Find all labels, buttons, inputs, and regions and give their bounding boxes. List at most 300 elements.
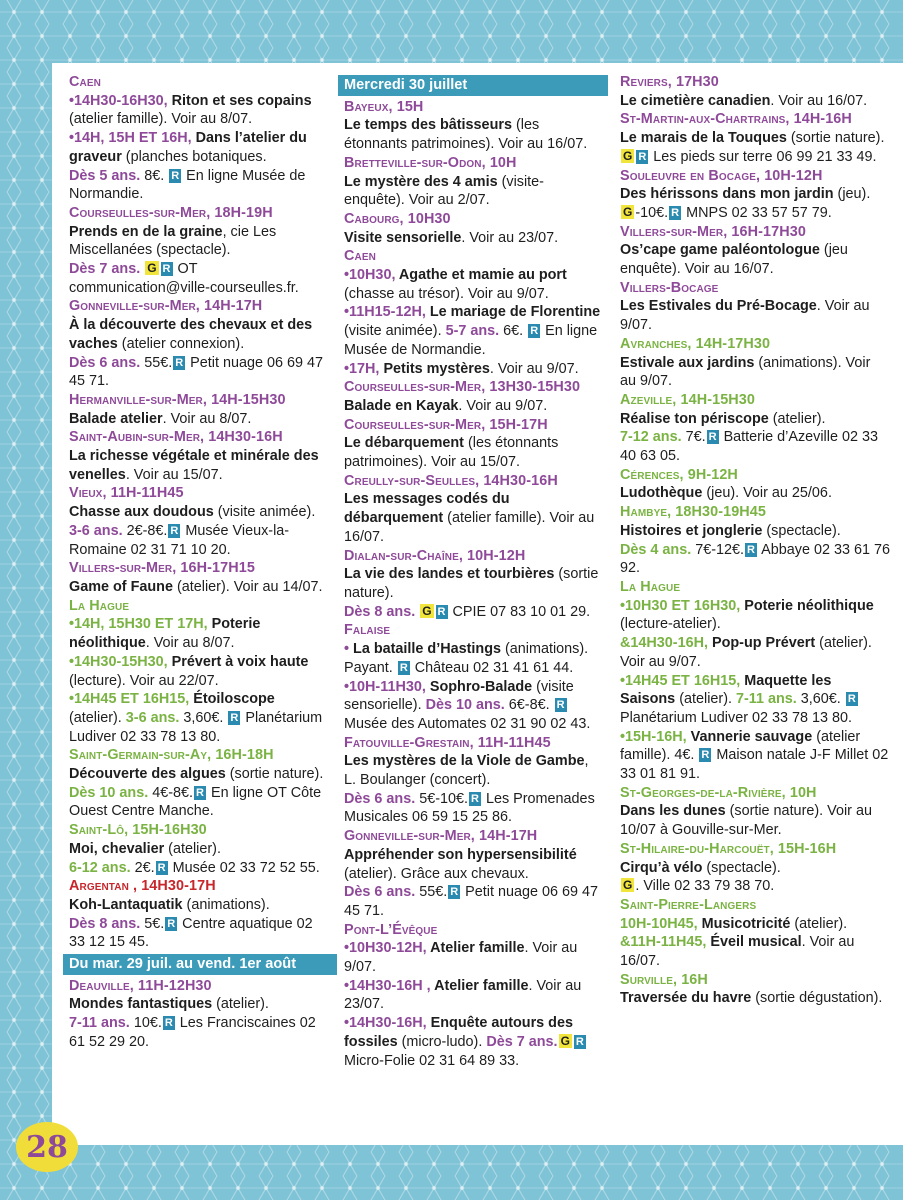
event-desc: (chasse au trésor). Voir au 9/07.: [344, 285, 549, 302]
reservation-icon: R: [708, 431, 717, 444]
event-desc: (animations). Voir au 9/07.: [620, 354, 871, 390]
event-entry: [344, 154, 602, 210]
event-entry: [620, 73, 890, 110]
event-title: Le temps des bâtisseurs: [344, 117, 512, 134]
event-line: [620, 672, 890, 728]
event-line: [344, 360, 602, 379]
event-desc: (planches botaniques.: [121, 148, 267, 165]
event-place: Gonneville-sur-Mer, 14H-17H: [344, 828, 538, 845]
event-time: •14H, 15H30 ET 17H,: [69, 616, 212, 633]
event-place: Azeville, 14H-15H30: [620, 391, 755, 408]
event-desc: , L. Boulanger (concert).: [344, 753, 589, 789]
event-time: •14H30-15H30,: [69, 653, 172, 670]
free-icon: G: [422, 603, 432, 618]
event-title: Ludothèque: [620, 485, 703, 502]
date-header: Du mar. 29 juil. au vend. 1er août: [63, 954, 337, 975]
reservation-icon: R: [530, 325, 539, 338]
event-entry: [69, 484, 331, 559]
event-entry: [69, 297, 331, 391]
date-header: Mercredi 30 juillet: [338, 75, 608, 96]
event-desc: (atelier famille). Voir au 8/07.: [69, 111, 253, 128]
event-place: Courseulles-sur-Mer, 18H-19H: [69, 204, 273, 221]
event-line: [344, 640, 602, 677]
event-title: Dans les dunes: [620, 803, 726, 820]
event-place: Hambye, 18H30-19H45: [620, 504, 767, 521]
event-desc: . Voir au 23/07.: [344, 977, 582, 1013]
event-price: 5€-10€.: [419, 790, 469, 807]
event-info: Micro-Folie 02 31 64 89 33.: [344, 1052, 520, 1069]
event-place: Villers-sur-Mer, 16H-17H15: [69, 560, 255, 577]
event-place: Creully-sur-Seulles, 14H30-16H: [344, 472, 558, 489]
event-entry: [69, 877, 331, 952]
event-place: Dialan-sur-Chaîne, 10H-12H: [344, 547, 526, 564]
event-desc: . Voir au 16/07.: [620, 934, 855, 970]
event-desc: . Voir au 9/07.: [620, 298, 870, 334]
event-time: &14H30-16H,: [620, 635, 712, 652]
event-price: 2€.: [134, 859, 155, 876]
reservation-icon: R: [170, 524, 179, 537]
event-entry: [69, 597, 331, 747]
reservation-icon: R: [167, 917, 176, 930]
event-line: [620, 728, 890, 784]
event-line: [69, 92, 331, 129]
event-line: [69, 653, 331, 690]
event-place: Bretteville-sur-Odon, 10H: [344, 154, 517, 171]
event-desc: (visite animée).: [213, 504, 316, 521]
reservation-icon: R: [230, 711, 239, 724]
reservation-icon: R: [471, 792, 479, 805]
event-desc: (les étonnants patrimoines). Voir au 15/07.: [344, 435, 559, 471]
event-desc: (visite animée).: [344, 323, 446, 340]
event-price: 10€.: [133, 1015, 162, 1032]
event-price: 3,60€.: [796, 691, 845, 708]
event-place: La Hague: [620, 578, 681, 595]
event-age: Dès 6 ans.: [69, 354, 145, 371]
event-desc: . Voir au 9/07.: [458, 397, 548, 414]
reservation-icon: R: [399, 661, 408, 674]
event-price: 5€.: [144, 915, 165, 932]
event-title: Appréhender son hypersensibilité: [344, 846, 577, 863]
event-desc: , cie Les Miscellanées (spectacle).: [69, 223, 277, 259]
event-desc: (atelier).: [768, 410, 826, 427]
reservation-icon: R: [575, 1035, 584, 1048]
event-title: Petits mystères: [383, 360, 490, 377]
event-age: Dès 5 ans.: [69, 167, 141, 184]
column-2: [344, 73, 602, 1070]
event-age: 7-12 ans.: [620, 429, 686, 446]
event-line: [69, 615, 331, 652]
event-info: OT communication@ville-courseulles.fr.: [69, 261, 299, 296]
event-entry: [344, 734, 602, 828]
event-info: En ligne Musée de Normandie.: [69, 167, 306, 203]
event-price: 6€.: [499, 323, 528, 340]
event-entry: [344, 416, 602, 472]
event-title: Les messages codés du débarquement: [344, 491, 510, 527]
event-entry: [344, 921, 602, 1071]
event-title: Pop-up Prévert: [712, 635, 816, 652]
event-info: Planétarium Ludiver 02 33 78 13 80.: [620, 709, 853, 726]
free-icon: G: [147, 261, 157, 276]
event-info: Planétarium Ludiver 02 33 78 13 80.: [69, 709, 323, 745]
event-line: [344, 977, 602, 1014]
event-time: •17H,: [344, 360, 384, 377]
event-age: Dès 7 ans.: [486, 1033, 558, 1050]
event-line: [69, 129, 331, 166]
event-title: Traversée du havre: [620, 990, 752, 1007]
event-entry: [620, 896, 890, 971]
event-info: Musée des Automates 02 31 90 02 43.: [344, 715, 591, 732]
event-entry: [620, 503, 890, 578]
free-icon: G: [623, 878, 633, 893]
event-entry: [69, 428, 331, 484]
event-entry: [620, 223, 890, 279]
event-time: •15H-16H,: [620, 728, 691, 745]
event-time: •14H30-16H30,: [69, 92, 172, 109]
event-title: Enquête autours des fossiles: [344, 1015, 573, 1050]
event-line: [620, 933, 890, 970]
event-time: •10H30,: [344, 267, 399, 284]
reservation-icon: R: [556, 699, 565, 712]
event-entry: [69, 73, 331, 204]
event-line: [69, 690, 331, 746]
event-desc: . Voir au 8/07.: [162, 410, 252, 427]
event-place: Falaise: [344, 622, 391, 639]
reservation-icon: R: [437, 605, 446, 618]
event-title: Le cimetière canadien: [620, 92, 771, 109]
event-title: Le marais de la Touques: [620, 130, 787, 147]
event-title: Éveil musical: [710, 934, 802, 951]
event-title: Le mariage de Florentine: [429, 304, 601, 321]
event-desc: (spectacle).: [702, 859, 781, 876]
event-time: •14H30-16H,: [344, 1015, 431, 1032]
event-title: Musicotricité: [701, 915, 791, 932]
event-title: Cirqu’à vélo: [620, 859, 703, 876]
event-place: Cabourg, 10H30: [344, 210, 451, 227]
reservation-icon: R: [175, 356, 184, 369]
event-desc: . Voir au 9/07.: [344, 940, 578, 976]
event-place: Courseulles-sur-Mer, 15H-17H: [344, 416, 548, 433]
event-price: 7€.: [685, 429, 706, 446]
event-entry: [620, 578, 890, 784]
event-info: Petit nuage 06 69 47 45 71.: [344, 884, 598, 919]
event-place: Avranches, 14H-17H30: [620, 335, 771, 352]
event-desc: (visite-enquête). Voir au 2/07.: [344, 173, 544, 209]
event-price: 55€.: [419, 884, 448, 901]
event-place: St-Hilaire-du-Harcouët, 15H-16H: [620, 840, 837, 857]
reservation-icon: R: [701, 749, 710, 762]
event-price: 2€-8€.: [126, 522, 168, 539]
event-price: 3,60€.: [179, 709, 228, 726]
event-entry: [344, 210, 602, 247]
event-time: 10H-10H45,: [620, 915, 702, 932]
event-info: Abbaye 02 33 61 76 92.: [620, 541, 890, 577]
event-desc: (sortie dégustation).: [751, 990, 883, 1007]
event-desc: (animations). Payant.: [344, 641, 589, 676]
event-info: Les Franciscaines 02 61 52 29 20.: [69, 1015, 316, 1050]
event-line: [344, 266, 602, 303]
event-line: [620, 597, 890, 634]
event-line: [344, 678, 602, 734]
event-desc: . Voir au 9/07.: [489, 360, 579, 377]
event-place: Gonneville-sur-Mer, 14H-17H: [69, 298, 263, 315]
event-title: Sophro-Balade: [429, 678, 533, 695]
reservation-icon: R: [450, 886, 459, 899]
event-title: Le débarquement: [344, 435, 464, 452]
event-desc: (visite sensorielle).: [344, 678, 574, 714]
event-title: Des hérissons dans mon jardin: [620, 186, 834, 203]
event-title: Estivale aux jardins: [620, 354, 755, 371]
event-entry: [69, 746, 331, 821]
event-age: Dès 8 ans.: [344, 603, 420, 620]
event-place: Saint-Germain-sur-Ay, 16H-18H: [69, 747, 274, 764]
event-title: Histoires et jonglerie: [620, 522, 763, 539]
event-time: •14H30-16H ,: [344, 977, 435, 994]
reservation-icon: R: [847, 693, 856, 706]
event-place: Bayeux, 15H: [344, 98, 424, 115]
event-price: 7€-12€.: [695, 541, 745, 558]
event-time: •10H30 ET 16H30,: [620, 597, 745, 614]
event-place: Surville, 16H: [620, 971, 708, 988]
event-title: Le mystère des 4 amis: [344, 173, 498, 190]
event-desc: . Voir au 15/07.: [125, 466, 223, 483]
event-desc: (atelier).: [212, 996, 269, 1013]
event-place: Villers-Bocage: [620, 279, 719, 296]
event-desc: (atelier).: [790, 915, 848, 932]
event-place: Vieux, 11H-11H45: [69, 485, 184, 502]
event-place: Argentan , 14H30-17H: [69, 878, 216, 895]
event-desc: . Voir au 23/07.: [461, 229, 559, 246]
event-time: •11H15-12H,: [344, 304, 430, 321]
event-age: Dès 8 ans.: [69, 915, 145, 932]
event-desc: (micro-ludo).: [397, 1033, 487, 1050]
event-price: 6€-8€.: [504, 697, 554, 714]
event-price: -10€.: [635, 204, 669, 221]
event-time: &11H-11H45,: [620, 934, 711, 951]
event-entry: [344, 472, 602, 547]
reservation-icon: R: [162, 263, 171, 276]
event-info: CPIE 07 83 10 01 29.: [448, 603, 591, 620]
event-line: [620, 915, 890, 934]
event-entry: [344, 827, 602, 921]
event-title: Mondes fantastiques: [69, 996, 213, 1013]
event-entry: [620, 391, 890, 466]
event-desc: (sortie nature).: [786, 130, 885, 147]
event-title: Maquette les Saisons: [620, 672, 832, 708]
event-desc: (atelier). Grâce aux chevaux.: [344, 865, 529, 882]
event-place: Hermanville-sur-Mer, 14H-15H30: [69, 391, 286, 408]
event-age: Dès 10 ans.: [425, 697, 505, 714]
event-desc: (les étonnants patrimoines). Voir au 16/07.: [344, 117, 588, 153]
event-desc: (atelier connexion).: [117, 335, 245, 352]
reservation-icon: R: [171, 169, 180, 182]
event-title: Atelier famille: [430, 940, 525, 957]
event-desc: (lecture). Voir au 22/07.: [69, 672, 219, 689]
event-line: [620, 634, 890, 671]
event-title: La bataille d’Hastings: [353, 641, 501, 658]
event-price: 8€.: [140, 167, 169, 184]
event-age: Dès 7 ans.: [69, 261, 145, 278]
event-entry: [620, 167, 890, 223]
event-place: Caen: [69, 74, 101, 90]
event-entry: [620, 971, 890, 1008]
event-info: Château 02 31 41 61 44.: [410, 659, 574, 676]
event-entry: [620, 840, 890, 896]
event-info: Musée Vieux-la-Romaine 02 31 71 10 20.: [69, 522, 290, 558]
event-desc: (jeu). Voir au 25/06.: [702, 485, 832, 502]
event-info: MNPS 02 33 57 57 79.: [682, 204, 832, 221]
event-title: Riton et ses copains: [171, 92, 312, 109]
event-place: Saint-Aubin-sur-Mer, 14H30-16H: [69, 429, 283, 446]
event-place: Caen: [344, 248, 376, 265]
event-title: Moi, chevalier: [69, 840, 165, 857]
event-title: La richesse végétale et minérale des venelles: [69, 448, 319, 483]
event-line: [344, 303, 602, 359]
event-time: •14H45 ET 16H15,: [620, 672, 745, 689]
event-desc: . Voir au 16/07.: [770, 92, 868, 109]
event-title: Atelier famille: [434, 977, 529, 994]
event-age: 7-11 ans.: [735, 691, 797, 708]
event-age: Dès 6 ans.: [344, 884, 420, 901]
event-age: Dès 4 ans.: [620, 541, 696, 558]
event-entry: [344, 98, 602, 154]
event-line: [344, 939, 602, 976]
event-info: Centre aquatique 02 33 12 15 45.: [69, 915, 313, 951]
event-title: À la découverte des chevaux et des vaches: [69, 317, 313, 352]
reservation-icon: R: [671, 206, 680, 219]
event-title: Dans l’atelier du graveur: [69, 130, 307, 165]
column-1: [69, 73, 331, 1052]
event-time: •14H45 ET 16H15,: [69, 691, 194, 708]
event-title: Réalise ton périscope: [620, 410, 769, 427]
event-entry: [69, 391, 331, 428]
event-title: Découverte des algues: [69, 766, 226, 783]
event-place: Saint-Lô, 15H-16H30: [69, 822, 207, 839]
event-title: Os’cape game paléontologue: [620, 242, 820, 259]
event-info: Les pieds sur terre 06 99 21 33 49.: [649, 148, 877, 165]
event-info: Petit nuage 06 69 47 45 71.: [69, 354, 323, 390]
event-place: Cérences, 9H-12H: [620, 466, 738, 483]
page-content: [52, 63, 903, 1145]
event-desc: (jeu enquête). Voir au 16/07.: [620, 242, 848, 278]
event-title: Chasse aux doudous: [69, 504, 214, 521]
event-entry: [69, 977, 331, 1052]
event-info: Batterie d’Azeville 02 33 40 63 05.: [620, 429, 878, 465]
event-age: 3-6 ans.: [69, 522, 127, 539]
reservation-icon: R: [157, 861, 166, 874]
event-entry: [69, 559, 331, 596]
event-age: 5-7 ans.: [445, 323, 500, 340]
event-title: Prévert à voix haute: [171, 653, 309, 670]
event-entry: [344, 247, 602, 378]
event-entry: [344, 621, 602, 733]
event-desc: (sortie nature).: [344, 566, 599, 601]
event-entry: [344, 547, 602, 622]
event-desc: (atelier).: [69, 709, 126, 726]
event-info: En ligne OT Côte Ouest Centre Manche.: [69, 784, 322, 820]
event-place: Villers-sur-Mer, 16H-17H30: [620, 223, 806, 240]
event-time: •10H-11H30,: [344, 678, 430, 695]
event-place: Saint-Pierre-Langers: [620, 896, 757, 913]
event-place: Reviers, 17H30: [620, 74, 719, 90]
event-time: •: [344, 641, 354, 658]
event-desc: (sortie nature). Voir au 10/07 à Gouville-sur-Mer.: [620, 803, 872, 839]
free-icon: G: [623, 148, 633, 163]
event-desc: (atelier). Voir au 9/07.: [620, 635, 872, 670]
event-place: La Hague: [69, 597, 130, 614]
event-age: 7-11 ans.: [69, 1015, 134, 1032]
free-icon: G: [623, 204, 633, 219]
event-place: Deauville, 11H-12H30: [69, 977, 212, 994]
event-place: Souleuvre en Bocage, 10H-12H: [620, 167, 823, 184]
event-title: La vie des landes et tourbières: [344, 566, 555, 583]
event-title: Visite sensorielle: [344, 229, 462, 246]
event-place: Courseulles-sur-Mer, 13H30-15H30: [344, 379, 581, 396]
event-desc: (lecture-atelier).: [620, 616, 721, 633]
event-title: Étoiloscope: [193, 691, 275, 708]
event-desc: (atelier).: [164, 840, 221, 857]
event-desc: (atelier). Voir au 14/07.: [172, 578, 323, 595]
event-entry: [69, 204, 331, 298]
event-title: Agathe et mamie au port: [398, 267, 567, 284]
event-title: Vannerie sauvage: [690, 728, 813, 745]
event-entry: [620, 279, 890, 335]
event-place: Pont-L’Évêque: [344, 921, 438, 938]
reservation-icon: R: [747, 543, 755, 556]
reservation-icon: R: [164, 1017, 173, 1030]
event-info: En ligne Musée de Normandie.: [344, 323, 598, 358]
free-icon: G: [560, 1033, 570, 1048]
event-info: Les Promenades Musicales 06 59 15 25 86.: [344, 790, 595, 826]
event-title: Poterie néolithique: [69, 616, 261, 652]
event-title: Prends en de la graine: [69, 223, 223, 240]
event-price: 4€-8€.: [152, 784, 194, 801]
page-number-badge: 28: [16, 1122, 78, 1172]
event-info: Maison natale J-F Millet 02 33 01 81 91.: [620, 747, 889, 783]
event-age: Dès 10 ans.: [69, 784, 153, 801]
event-desc: (atelier).: [675, 691, 736, 708]
event-time: •14H, 15H ET 16H,: [69, 130, 196, 147]
event-title: Les Estivales du Pré-Bocage: [620, 298, 817, 315]
event-entry: [620, 110, 890, 166]
event-info: . Ville 02 33 79 38 70.: [635, 878, 775, 895]
event-entry: [620, 466, 890, 503]
event-price: 55€.: [144, 354, 173, 371]
event-time: •10H30-12H,: [344, 940, 431, 957]
event-title: Koh-Lantaquatik: [69, 896, 183, 913]
event-place: St-Georges-de-la-Rivière, 10H: [620, 784, 817, 801]
event-desc: (jeu).: [833, 186, 871, 203]
event-title: Balade en Kayak: [344, 397, 459, 414]
event-desc: (spectacle).: [762, 522, 841, 539]
event-age: 3-6 ans.: [125, 709, 180, 726]
event-desc: (animations).: [182, 896, 270, 913]
event-desc: (atelier famille). Voir au 16/07.: [344, 510, 595, 545]
event-entry: [620, 784, 890, 840]
event-entry: [69, 821, 331, 877]
event-title: Balade atelier: [69, 410, 163, 427]
event-desc: . Voir au 8/07.: [145, 635, 235, 652]
event-place: Fatouville-Grestain, 11H-11H45: [344, 734, 551, 751]
reservation-icon: R: [196, 786, 204, 799]
event-title: Poterie néolithique: [744, 597, 874, 614]
event-place: St-Martin-aux-Chartrains, 14H-16H: [620, 111, 852, 128]
event-info: Musée 02 33 72 52 55.: [168, 859, 320, 876]
column-3: [620, 73, 890, 1008]
event-age: Dès 6 ans.: [344, 790, 420, 807]
event-title: Les mystères de la Viole de Gambe: [344, 753, 585, 770]
event-line: [344, 1014, 602, 1070]
event-age: 6-12 ans.: [69, 859, 135, 876]
